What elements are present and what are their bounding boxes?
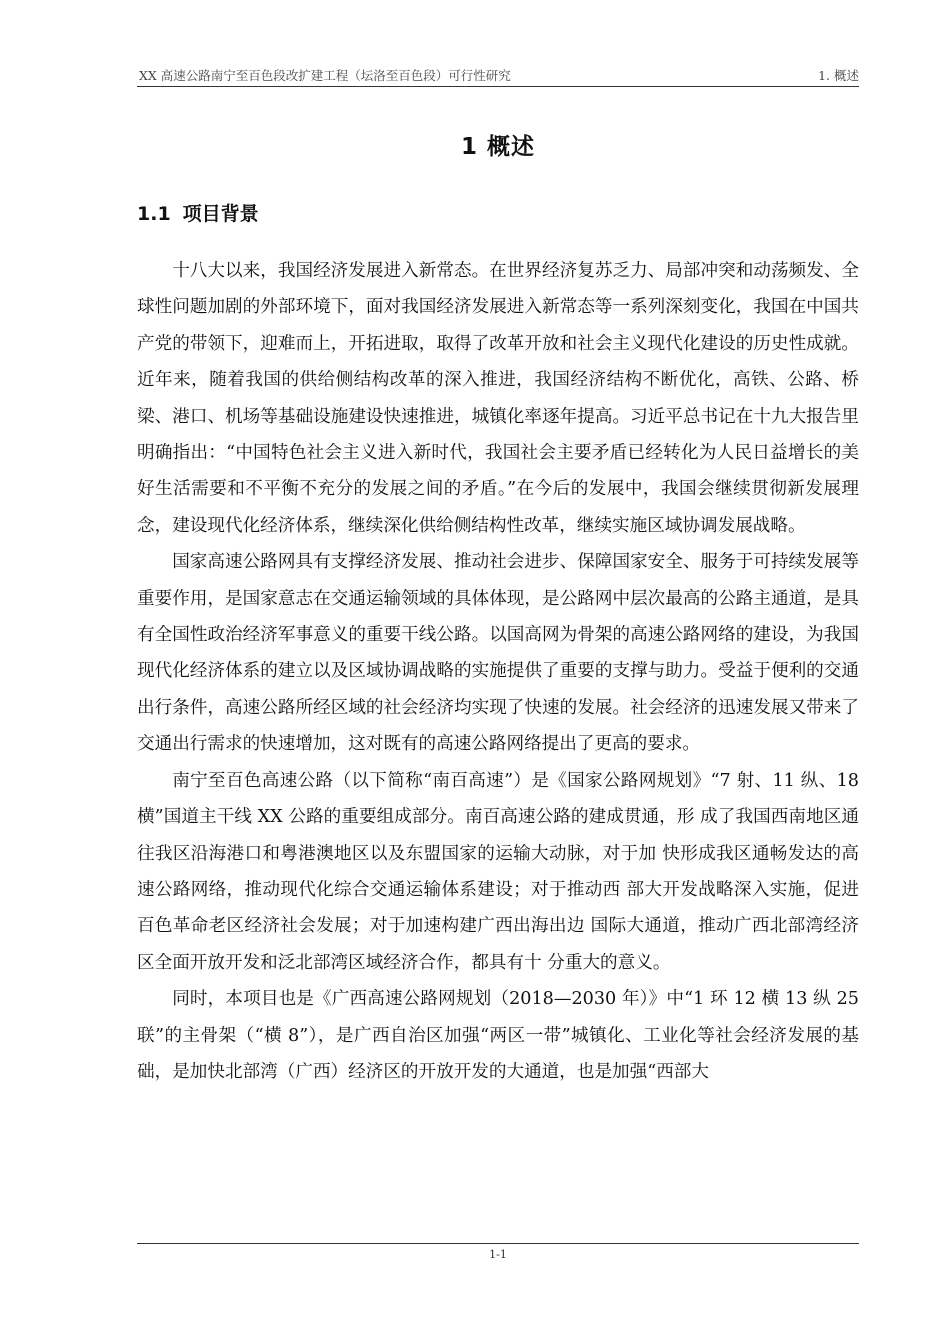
paragraph: 国家高速公路网具有支撑经济发展、推动社会进步、保障国家安全、服务于可持续发展等重要作用，是国家意志在交通运输领域的具体体现，是公路网中层次最高的公路主通道，是具有全国性政治经济军事意义的重要干线公路。以国高网为骨架的高速公路网络的建设，为我国现代化经济体系的建立以及区域协调战略的实施提供了重要的支撑与助力。受益于便利的交通出行条件，高速公路所经区域的社会经济均实现了快速的发展。社会经济的迅速发展又带来了交通出行需求的快速增加，这对既有的高速公路网络提出了更高的要求。 <box>137 552 859 755</box>
header-document-title: XX 高速公路南宁至百色段改扩建工程（坛洛至百色段）可行性研究 <box>139 68 511 83</box>
section-title-text: 项目背景 <box>182 203 259 225</box>
section-title <box>137 199 259 226</box>
page-header <box>137 66 859 87</box>
header-chapter-label: 1. 概述 <box>818 68 859 83</box>
paragraph: 十八大以来，我国经济发展进入新常态。在世界经济复苏乏力、局部冲突和动荡频发、全球性问题加剧的外部环境下，面对我国经济发展进入新常态等一系列深刻变化，我国在中国共产党的带领下，迎难而上，开拓进取，取得了改革开放和社会主义现代化建设的历史性成就。近年来，随着我国的供给侧结构改革的深入推进，我国经济结构不断优化，高铁、公路、桥梁、港口、机场等基础设施建设快速推进，城镇化率逐年提高。习近平总书记在十九大报告里明确指出：“中国特色社会主义进入新时代，我国社会主要矛盾已经转化为人民日益增长的美好生活需要和不平衡不充分的发展之间的矛盾。”在今后的发展中，我国会继续贯彻新发展理念，建设现代化经济体系，继续深化供给侧结构性改革，继续实施区域协调发展战略。 <box>137 261 859 536</box>
page-footer <box>137 1243 859 1261</box>
paragraph: 同时，本项目也是《广西高速公路网规划（2018—2030 年）》中“1 环 12 横 13 纵 25 联”的主骨架（“横 8”），是广西自治区加强“两区一带”城镇化、工业化等社会经济发展的基础，是加快北部湾（广西）经济区的开放开发的大通道，也是加强“西部大 <box>137 989 859 1082</box>
section-number: 1.1 <box>137 203 171 225</box>
chapter-title: 1 概述 <box>460 134 535 160</box>
body-text <box>137 253 859 1090</box>
paragraph: 南宁至百色高速公路（以下简称“南百高速”）是《国家公路网规划》“7 射、11 纵、18 横”国道主干线 XX 公路的重要组成部分。南百高速公路的建成贯通，形 成了我国西南地区通往我区沿海港口和粤港澳地区以及东盟国家的运输大动脉，对于加 快形成我区通畅发达的高速公路网络，推动现代化综合交通运输体系建设；对于推动西 部大开发战略深入实施，促进百色革命老区经济社会发展；对于加速构建广西出海出边 国际大通道，推动广西北部湾经济区全面开放开发和泛北部湾区域经济合作，都具有十 分重大的意义。 <box>137 770 859 973</box>
page-number: 1-1 <box>489 1248 507 1261</box>
